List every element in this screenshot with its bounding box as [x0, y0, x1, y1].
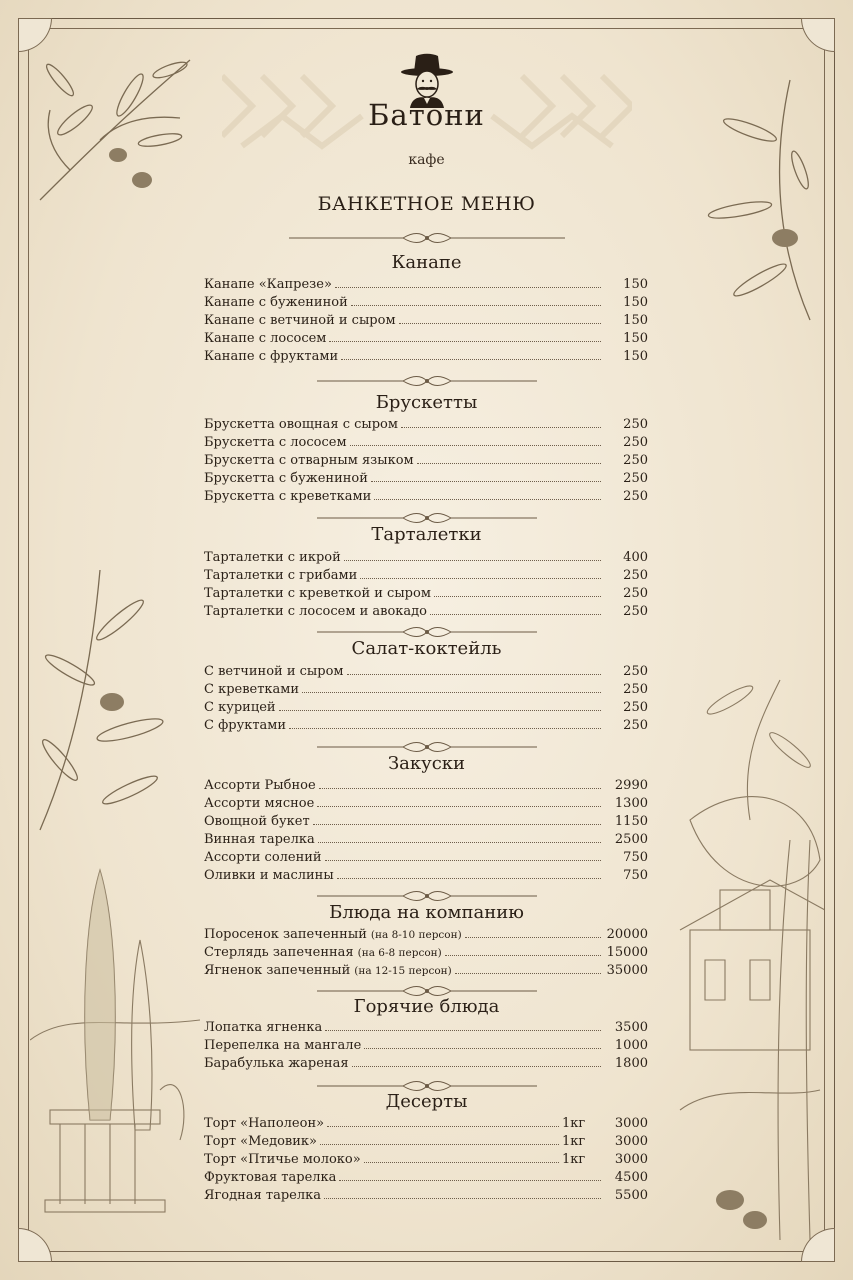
section-title: Блюда на компанию — [329, 902, 524, 923]
menu-item-row — [204, 849, 648, 867]
menu-item-price: 1000 — [614, 1038, 648, 1053]
menu-item-row — [204, 962, 648, 980]
section-title: Закуски — [387, 753, 466, 774]
menu-item-row — [204, 348, 648, 366]
menu-item-row — [204, 831, 648, 849]
menu-item-price: 750 — [623, 850, 648, 865]
dot-leader — [325, 1019, 601, 1031]
menu-item-row — [204, 717, 648, 735]
menu-item-price: 150 — [623, 349, 648, 364]
menu-item-row — [204, 470, 648, 488]
menu-item-row — [204, 1019, 648, 1037]
menu-item-price: 3000 — [614, 1134, 648, 1149]
menu-item-row — [204, 1187, 648, 1205]
menu-item-name: Стерлядь запеченная — [204, 945, 354, 960]
ornament-divider-icon — [317, 626, 537, 638]
menu-item-row — [204, 1055, 648, 1073]
menu-item-price: 1800 — [614, 1056, 648, 1071]
menu-item-name: Тарталетки с икрой — [204, 550, 341, 565]
menu-item-price: 150 — [623, 277, 648, 292]
section-title: Горячие блюда — [353, 996, 500, 1017]
ornament-divider-icon — [317, 512, 537, 524]
dot-leader — [352, 1055, 601, 1067]
menu-item-price: 250 — [623, 435, 648, 450]
menu-item-name: Ассорти солений — [204, 850, 322, 865]
menu-item-price: 250 — [623, 718, 648, 733]
menu-item-row — [204, 1037, 648, 1055]
menu-item-price: 150 — [623, 331, 648, 346]
dot-leader — [339, 1169, 601, 1181]
menu-item-note: (на 6-8 персон) — [357, 947, 442, 959]
menu-item-price: 4500 — [614, 1170, 648, 1185]
menu-item-name: С курицей — [204, 700, 276, 715]
menu-item-name: Торт «Птичье молоко» — [204, 1152, 361, 1167]
menu-item-row — [204, 813, 648, 831]
menu-item-price: 750 — [623, 868, 648, 883]
menu-item-name: Торт «Наполеон» — [204, 1116, 325, 1131]
menu-item-price: 250 — [623, 700, 648, 715]
menu-item-price: 250 — [623, 489, 648, 504]
dot-leader — [289, 717, 601, 729]
menu-item-row — [204, 488, 648, 506]
menu-item-name: Брускетта с лососем — [204, 435, 347, 450]
menu-item-name: Канапе с ветчиной и сыром — [204, 313, 396, 328]
menu-item-row — [204, 452, 648, 470]
dot-leader — [325, 849, 601, 861]
menu-item-note: (на 12-15 персон) — [354, 965, 452, 977]
menu-item-price: 3000 — [614, 1152, 648, 1167]
menu-item-name: С креветками — [204, 682, 300, 697]
dot-leader — [320, 1133, 559, 1145]
dot-leader — [324, 1187, 601, 1199]
menu-item-row — [204, 1115, 648, 1133]
menu-item-name: Тарталетки с лососем и авокадо — [204, 604, 427, 619]
dot-leader — [335, 276, 601, 288]
menu-item-row — [204, 777, 648, 795]
menu-item-price: 15000 — [606, 945, 648, 960]
menu-item-name: С фруктами — [204, 718, 287, 733]
menu-title: БАНКЕТНОЕ МЕНЮ — [317, 193, 536, 215]
menu-item-price: 3000 — [614, 1116, 648, 1131]
dot-leader — [445, 944, 601, 956]
menu-item-row — [204, 867, 648, 885]
dot-leader — [364, 1151, 559, 1163]
dot-leader — [329, 330, 601, 342]
menu-item-row — [204, 795, 648, 813]
menu-item-name: С ветчиной и сыром — [204, 664, 344, 679]
menu-item-row — [204, 330, 648, 348]
menu-item-name: Брускетта с отварным языком — [204, 453, 414, 468]
menu-item-price: 2990 — [614, 778, 648, 793]
menu-item-name: Канапе с фруктами — [204, 349, 339, 364]
menu-item-row — [204, 585, 648, 603]
section-title: Тарталетки — [371, 524, 482, 545]
menu-item-price: 1150 — [614, 814, 648, 829]
menu-item-price: 250 — [623, 471, 648, 486]
ornament-divider-icon — [289, 232, 565, 244]
menu-item-price: 250 — [623, 568, 648, 583]
dot-leader — [318, 831, 601, 843]
dot-leader — [317, 795, 601, 807]
menu-item-price: 20000 — [606, 927, 648, 942]
ornament-divider-icon — [317, 375, 537, 387]
dot-leader — [430, 603, 601, 615]
dot-leader — [350, 434, 601, 446]
menu-item-name: Овощной букет — [204, 814, 310, 829]
menu-item-name: Поросенок запеченный — [204, 927, 367, 942]
dot-leader — [341, 348, 601, 360]
dot-leader — [344, 549, 601, 561]
menu-item-row — [204, 663, 648, 681]
menu-item-row — [204, 549, 648, 567]
dot-leader — [351, 294, 601, 306]
section-title: Салат-коктейль — [351, 638, 502, 659]
menu-item-row — [204, 312, 648, 330]
menu-item-name: Канапе «Капрезе» — [204, 277, 332, 292]
menu-item-name: Оливки и маслины — [204, 868, 334, 883]
dot-leader — [455, 962, 601, 974]
menu-item-name: Фруктовая тарелка — [204, 1170, 337, 1185]
menu-item-name: Канапе с бужениной — [204, 295, 348, 310]
menu-item-row — [204, 681, 648, 699]
menu-item-row — [204, 1169, 648, 1187]
ornament-divider-icon — [317, 741, 537, 753]
dot-leader — [417, 452, 601, 464]
menu-item-row — [204, 294, 648, 312]
dot-leader — [337, 867, 601, 879]
menu-item-name: Тарталетки с креветкой и сыром — [204, 586, 431, 601]
menu-item-name: Перепелка на мангале — [204, 1038, 362, 1053]
dot-leader — [399, 312, 601, 324]
menu-item-name: Барабулька жареная — [204, 1056, 349, 1071]
dot-leader — [327, 1115, 559, 1127]
menu-item-quantity: 1кг — [562, 1116, 586, 1131]
menu-item-row — [204, 699, 648, 717]
menu-item-price: 150 — [623, 295, 648, 310]
menu-item-row — [204, 603, 648, 621]
menu-item-row — [204, 926, 648, 944]
menu-item-row — [204, 1133, 648, 1151]
menu-item-price: 35000 — [606, 963, 648, 978]
ornament-divider-icon — [317, 890, 537, 902]
section-title: Брускетты — [375, 392, 478, 413]
menu-item-row — [204, 1151, 648, 1169]
section-title: Канапе — [391, 252, 462, 273]
dot-leader — [279, 699, 601, 711]
menu-item-price: 400 — [623, 550, 648, 565]
menu-item-name: Тарталетки с грибами — [204, 568, 358, 583]
menu-item-name: Ягодная тарелка — [204, 1188, 321, 1203]
menu-item-price: 150 — [623, 313, 648, 328]
brand-subtitle: кафе — [408, 152, 445, 168]
menu-item-name: Брускетта с бужениной — [204, 471, 368, 486]
brand-name: Батони — [368, 98, 485, 132]
menu-item-price: 5500 — [614, 1188, 648, 1203]
menu-item-name: Винная тарелка — [204, 832, 315, 847]
dot-leader — [371, 470, 601, 482]
menu-item-row — [204, 944, 648, 962]
menu-item-price: 250 — [623, 586, 648, 601]
dot-leader — [319, 777, 601, 789]
menu-item-name: Ассорти мясное — [204, 796, 315, 811]
menu-item-name: Канапе с лососем — [204, 331, 327, 346]
menu-item-price: 3500 — [614, 1020, 648, 1035]
dot-leader — [364, 1037, 601, 1049]
dot-leader — [434, 585, 601, 597]
menu-item-price: 250 — [623, 417, 648, 432]
dot-leader — [347, 663, 601, 675]
menu-item-name: Торт «Медовик» — [204, 1134, 317, 1149]
menu-item-row — [204, 434, 648, 452]
menu-item-name: Брускетта с креветками — [204, 489, 372, 504]
menu-item-price: 250 — [623, 682, 648, 697]
menu-item-name: Ягненок запеченный — [204, 963, 351, 978]
menu-item-quantity: 1кг — [562, 1152, 586, 1167]
dot-leader — [374, 488, 601, 500]
menu-item-note: (на 8-10 персон) — [370, 929, 462, 941]
menu-item-price: 1300 — [614, 796, 648, 811]
dot-leader — [401, 416, 601, 428]
dot-leader — [465, 926, 601, 938]
menu-item-price: 250 — [623, 664, 648, 679]
menu-item-price: 250 — [623, 604, 648, 619]
menu-item-name: Лопатка ягненка — [204, 1020, 323, 1035]
dot-leader — [313, 813, 601, 825]
menu-item-price: 2500 — [614, 832, 648, 847]
dot-leader — [360, 567, 601, 579]
menu-item-row — [204, 276, 648, 294]
dot-leader — [302, 681, 601, 693]
menu-item-row — [204, 567, 648, 585]
section-title: Десерты — [385, 1091, 468, 1112]
menu-item-name: Ассорти Рыбное — [204, 778, 316, 793]
menu-item-price: 250 — [623, 453, 648, 468]
menu-item-name: Брускетта овощная с сыром — [204, 417, 398, 432]
menu-item-quantity: 1кг — [562, 1134, 586, 1149]
menu-item-row — [204, 416, 648, 434]
